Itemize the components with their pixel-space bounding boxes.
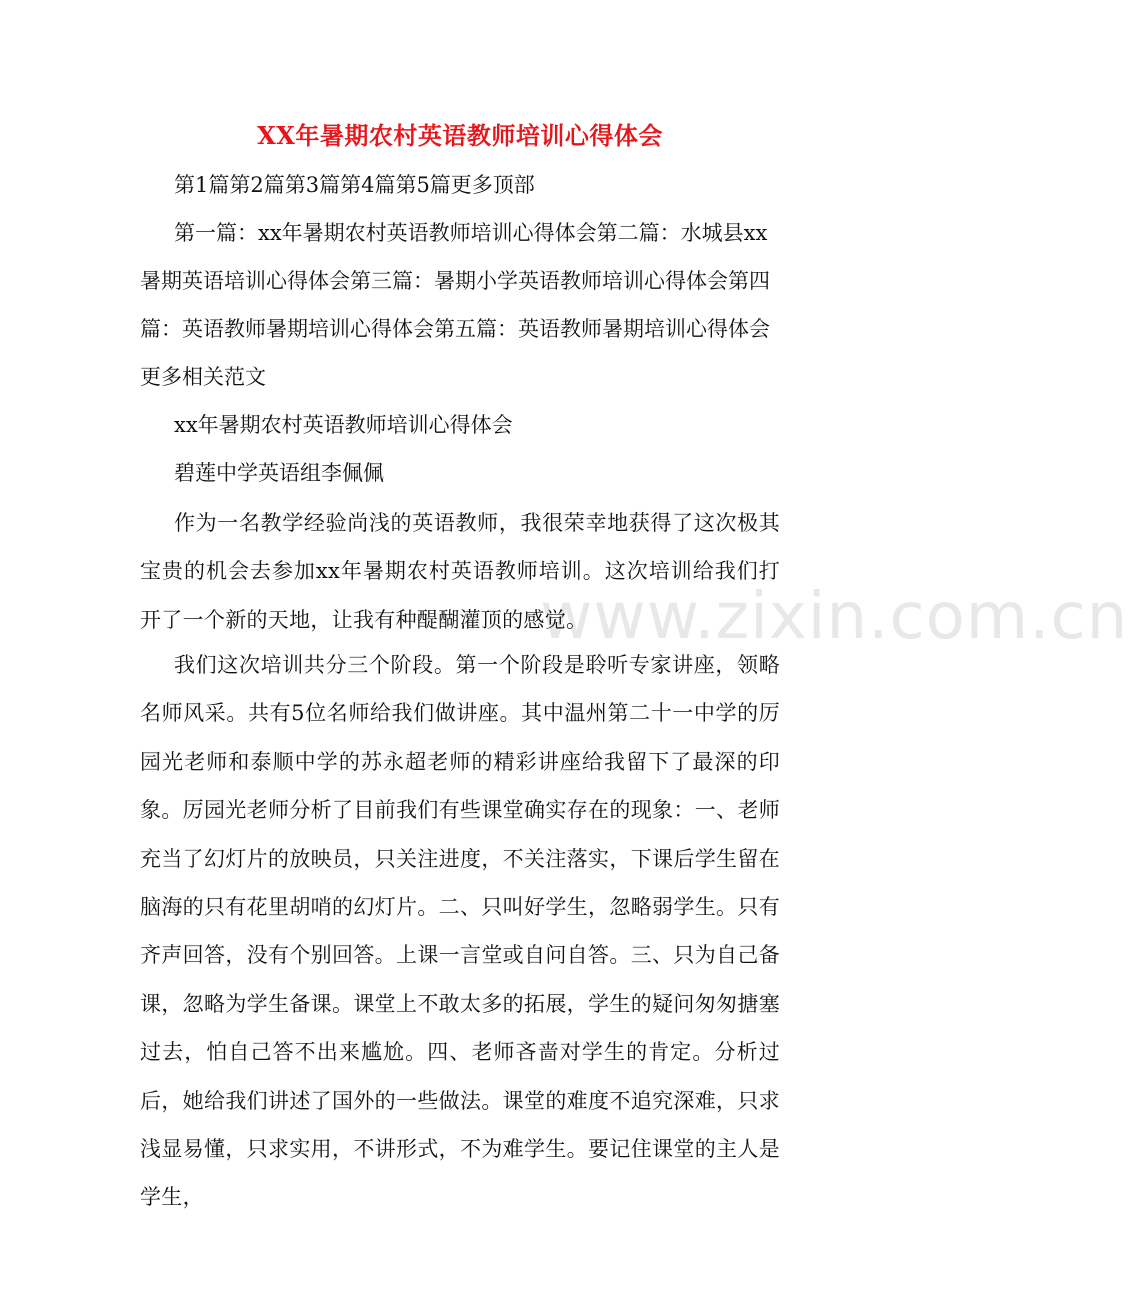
body-paragraph-2: 我们这次培训共分三个阶段。第一个阶段是聆听专家讲座，领略名师风采。共有5位名师给我们做讲座。其中温州第二十一中学的厉园光老师和泰顺中学的苏永超老师的精彩讲座给我留下了最深的印象。厉园光老师分析了目前我们有些课堂确实存在的现象：一、老师充当了幻灯片的放映员，只关注进度，不关注落实，下课后学生留在脑海的只有花里胡哨的幻灯片。二、只叫好学生，忽略弱学生。只有齐声回答，没有个别回答。上课一言堂或自问自答。三、只为自己备课，忽略为学生备课。课堂上不敢太多的拓展，学生的疑问匆匆搪塞过去，怕自己答不出来尴尬。四、老师吝啬对学生的肯定。分析过后，她给我们讲述了国外的一些做法。课堂的难度不追究深难，只求浅显易懂，只求实用，不讲形式，不为难学生。要记住课堂的主人是学生， bbox=[140, 653, 780, 1210]
toc-line-3: 篇：英语教师暑期培训心得体会第五篇：英语教师暑期培训心得体会 bbox=[140, 317, 770, 341]
body-paragraph-1: 作为一名教学经验尚浅的英语教师，我很荣幸地获得了这次极其宝贵的机会去参加xx年暑期农村英语教师培训。这次培训给我们打开了一个新的天地，让我有种醍醐灌顶的感觉。 bbox=[140, 511, 780, 632]
document-title: XX年暑期农村英语教师培训心得体会 bbox=[257, 121, 663, 150]
article-author: 碧莲中学英语组李佩佩 bbox=[174, 461, 384, 485]
section-nav-line: 第1篇第2篇第3篇第4篇第5篇更多顶部 bbox=[174, 173, 535, 197]
toc-line-2: 暑期英语培训心得体会第三篇：暑期小学英语教师培训心得体会第四 bbox=[140, 269, 770, 293]
watermark: www.zixin.com.cn bbox=[540, 580, 1128, 654]
toc-line-4: 更多相关范文 bbox=[140, 365, 266, 389]
article-subtitle: xx年暑期农村英语教师培训心得体会 bbox=[174, 413, 513, 437]
toc-line-1: 第一篇：xx年暑期农村英语教师培训心得体会第二篇：水城县xx bbox=[174, 221, 768, 245]
